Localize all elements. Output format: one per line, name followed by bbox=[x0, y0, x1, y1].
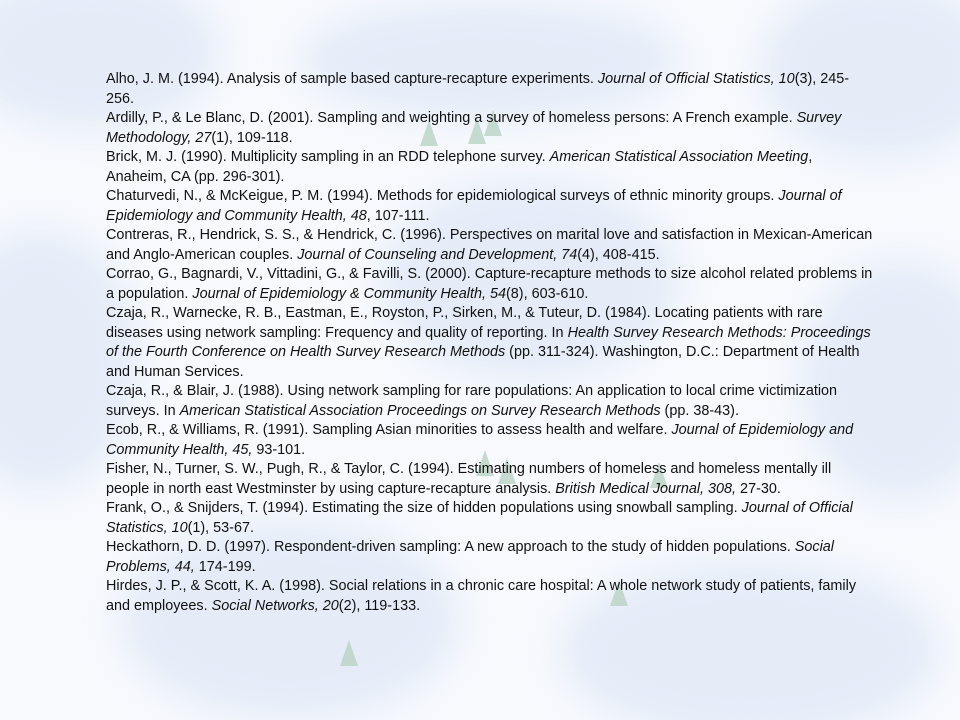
ref-source: Social Problems, 44, bbox=[106, 539, 834, 575]
reference-entry bbox=[106, 382, 876, 421]
ref-text: Alho, J. M. (1994). Analysis of sample based capture-recapture experiments. bbox=[106, 71, 598, 87]
ref-text: Frank, O., & Snijders, T. (1994). Estimating the size of hidden populations using snowball sampling. bbox=[106, 500, 742, 516]
ref-text: (8), 603-610. bbox=[505, 285, 589, 302]
reference-entry bbox=[106, 499, 876, 538]
ref-text: , 107-111. bbox=[366, 207, 430, 224]
ref-text: (1), 53-67. bbox=[187, 519, 254, 536]
ref-text: Ardilly, P., & Le Blanc, D. (2001). Sampling and weighting a survey of homeless persons: A French example. bbox=[106, 110, 797, 126]
ref-text: (pp. 311-324). Washington, D.C.: Department of Health and Human Services. bbox=[106, 344, 860, 380]
ref-text: (1), 109-118. bbox=[211, 129, 293, 146]
reference-entry bbox=[106, 70, 876, 109]
ref-text: (pp. 38-43). bbox=[660, 402, 739, 419]
ref-text: Brick, M. J. (1990). Multiplicity sampling in an RDD telephone survey. bbox=[106, 149, 550, 165]
reference-entry bbox=[106, 187, 876, 226]
ref-source: Journal of Epidemiology & Community Health, 54 bbox=[192, 285, 506, 302]
ref-text: Fisher, N., Turner, S. W., Pugh, R., & Taylor, C. (1994). Estimating numbers of homeless and homeless mentally ill people in north east Westminster by using capture-recapture analysis. bbox=[106, 461, 832, 497]
ref-source: American Statistical Association Meeting bbox=[549, 149, 809, 165]
reference-entry bbox=[106, 304, 876, 382]
ref-source: Social Networks, 20 bbox=[211, 597, 339, 614]
ref-text: Chaturvedi, N., & McKeigue, P. M. (1994). Methods for epidemiological surveys of ethnic minority groups. bbox=[106, 188, 779, 204]
ref-text: Ecob, R., & Williams, R. (1991). Sampling Asian minorities to assess health and welfare. bbox=[106, 422, 672, 438]
ref-text: Corrao, G., Bagnardi, V., Vittadini, G., & Favilli, S. (2000). Capture-recapture methods to size alcohol related problems in a population. bbox=[106, 266, 873, 302]
ref-text: 174-199. bbox=[194, 558, 256, 575]
ref-source: Survey Methodology, 27 bbox=[106, 110, 842, 146]
reference-list bbox=[106, 70, 876, 616]
ref-source: Journal of Counseling and Development, 74 bbox=[297, 246, 578, 263]
ref-text: (3), 245-256. bbox=[106, 71, 850, 107]
ref-text: Contreras, R., Hendrick, S. S., & Hendrick, C. (1996). Perspectives on marital love and satisfaction in Mexican-American and Anglo-American couples. bbox=[106, 227, 873, 263]
ref-text: Czaja, R., Warnecke, R. B., Eastman, E., Royston, P., Sirken, M., & Tuteur, D. (1984). Locating patients with rare diseases using network sampling: Frequency and quality of reporting. In bbox=[106, 305, 823, 341]
ref-source: Journal of Epidemiology and Community Health, 48 bbox=[106, 188, 842, 224]
ref-text: , Anaheim, CA (pp. 296-301). bbox=[106, 149, 813, 185]
ref-source: Journal of Official Statistics, 10 bbox=[597, 71, 795, 87]
ref-source: Health Survey Research Methods: Proceedings of the Fourth Conference on Health Survey Research Methods bbox=[106, 324, 871, 360]
ref-source: Journal of Official Statistics, 10 bbox=[106, 500, 853, 536]
ref-text: 93-101. bbox=[252, 441, 306, 458]
reference-entry bbox=[106, 226, 876, 265]
reference-entry bbox=[106, 460, 876, 499]
reference-entry bbox=[106, 148, 876, 187]
reference-entry bbox=[106, 421, 876, 460]
ref-source: Journal of Epidemiology and Community Health, 45, bbox=[106, 422, 854, 458]
tree-icon bbox=[340, 640, 358, 666]
ref-text: 27-30. bbox=[736, 480, 781, 497]
ref-text: (4), 408-415. bbox=[577, 246, 660, 263]
ref-text: (2), 119-133. bbox=[338, 597, 421, 614]
ref-text: Heckathorn, D. D. (1997). Respondent-driven sampling: A new approach to the study of hidden populations. bbox=[106, 539, 795, 555]
ref-source: British Medical Journal, 308, bbox=[555, 480, 737, 497]
ref-text: Hirdes, J. P., & Scott, K. A. (1998). Social relations in a chronic care hospital: A whole network study of patients, family and employees. bbox=[106, 578, 857, 614]
ref-text: Czaja, R., & Blair, J. (1988). Using network sampling for rare populations: An application to local crime victimization surveys. In bbox=[106, 383, 838, 419]
reference-entry bbox=[106, 538, 876, 577]
reference-entry bbox=[106, 577, 876, 616]
ref-source: American Statistical Association Proceedings on Survey Research Methods bbox=[179, 402, 661, 419]
reference-entry bbox=[106, 109, 876, 148]
reference-entry bbox=[106, 265, 876, 304]
